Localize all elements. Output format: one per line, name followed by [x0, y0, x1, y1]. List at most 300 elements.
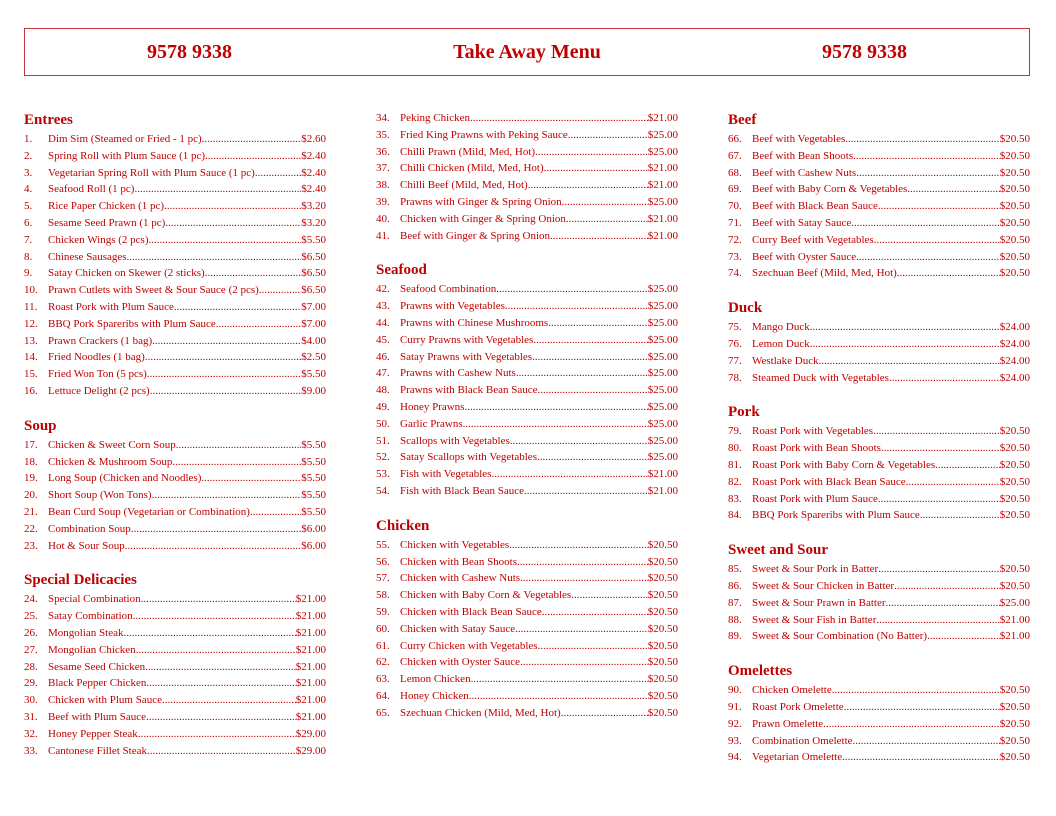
item-name: Chilli Chicken (Mild, Med, Hot)	[400, 162, 544, 175]
item-name: Curry Beef with Vegetables	[752, 233, 874, 246]
dot-leader	[878, 198, 1000, 215]
item-name: Chicken with Vegetables	[400, 538, 510, 551]
item-price: $21.00	[647, 468, 678, 481]
menu-item	[24, 299, 326, 316]
phone-number-left: 9578 9338	[147, 41, 232, 63]
item-price: $20.50	[999, 166, 1030, 179]
item-number: 13.	[24, 334, 38, 347]
item-number: 68.	[728, 166, 742, 179]
item-number: 26.	[24, 626, 38, 639]
item-name: Scallops with Vegetables	[400, 434, 510, 447]
dot-leader	[255, 165, 301, 182]
menu-item	[24, 487, 326, 504]
item-price: $25.00	[647, 333, 678, 346]
menu-item	[376, 315, 678, 332]
dot-leader	[845, 131, 999, 148]
item-number: 86.	[728, 579, 742, 592]
item-name: Combination Soup	[48, 522, 131, 535]
item-price: $20.50	[647, 538, 678, 551]
item-price: $5.50	[301, 489, 326, 502]
menu-item	[728, 507, 1030, 524]
menu-item	[24, 591, 326, 608]
item-price: $21.00	[295, 660, 326, 673]
item-name: Vegetarian Omelette	[752, 751, 843, 764]
menu-section	[728, 298, 1030, 386]
item-number: 41.	[376, 229, 390, 242]
menu-section	[728, 402, 1030, 524]
dot-leader	[165, 215, 301, 232]
item-price: $25.00	[647, 350, 678, 363]
menu-item	[24, 215, 326, 232]
item-price: $20.50	[999, 233, 1030, 246]
item-name: Hot & Sour Soup	[48, 539, 125, 552]
item-name: Lettuce Delight (2 pcs)	[48, 384, 150, 397]
dot-leader	[566, 211, 648, 228]
item-number: 27.	[24, 643, 38, 656]
menu-item	[728, 353, 1030, 370]
item-number: 73.	[728, 250, 742, 263]
menu-item	[728, 457, 1030, 474]
section-title: Soup	[24, 417, 57, 434]
item-price: $20.50	[999, 267, 1030, 280]
menu-item	[728, 148, 1030, 165]
item-name: Roast Pork with Plum Sauce	[48, 300, 174, 313]
item-number: 32.	[24, 727, 38, 740]
item-price: $25.00	[999, 596, 1030, 609]
item-price: $21.00	[647, 229, 678, 242]
item-name: Prawn Crackers (1 bag)	[48, 334, 153, 347]
item-name: Vegetarian Spring Roll with Plum Sauce (1 pc)	[48, 166, 255, 179]
menu-item	[376, 228, 678, 245]
menu-item	[376, 349, 678, 366]
item-name: Beef with Ginger & Spring Onion	[400, 229, 551, 242]
dot-leader	[145, 349, 301, 366]
menu-item	[376, 433, 678, 450]
menu-column-3	[728, 110, 1030, 782]
item-number: 23.	[24, 539, 38, 552]
dot-leader	[832, 682, 1000, 699]
menu-item	[376, 554, 678, 571]
menu-item	[24, 608, 326, 625]
item-name: Rice Paper Chicken (1 pc)	[48, 200, 165, 213]
menu-item	[24, 504, 326, 521]
dot-leader	[517, 554, 648, 571]
item-price: $6.50	[301, 284, 326, 297]
dot-leader	[920, 507, 1000, 524]
item-price: $20.50	[647, 706, 678, 719]
item-name: Seafood Combination	[400, 283, 497, 296]
item-price: $20.50	[999, 133, 1030, 145]
menu-item	[376, 281, 678, 298]
menu-item	[728, 131, 1030, 148]
dot-leader	[216, 316, 302, 333]
item-number: 39.	[376, 195, 390, 208]
item-price: $2.40	[301, 166, 326, 179]
menu-item	[24, 265, 326, 282]
item-number: 78.	[728, 371, 742, 384]
dot-leader	[810, 319, 1000, 336]
dot-leader	[150, 383, 302, 400]
dot-leader	[819, 353, 1000, 370]
item-name: Beef with Bean Shoots	[752, 149, 854, 162]
item-number: 25.	[24, 610, 38, 623]
menu-item	[24, 709, 326, 726]
menu-item	[24, 437, 326, 454]
item-price: $3.20	[301, 216, 326, 229]
item-price: $21.00	[295, 643, 326, 656]
menu-item	[24, 333, 326, 350]
item-price: $29.00	[295, 727, 326, 740]
dot-leader	[138, 726, 296, 743]
item-price: $21.00	[999, 613, 1030, 626]
item-number: 80.	[728, 442, 742, 455]
dot-leader	[542, 604, 648, 621]
dot-leader	[520, 570, 648, 587]
item-name: Spring Roll with Plum Sauce (1 pc)	[48, 149, 206, 162]
item-number: 76.	[728, 337, 742, 350]
item-number: 46.	[376, 350, 390, 363]
item-number: 64.	[376, 689, 390, 702]
dot-leader	[876, 612, 999, 629]
item-price: $2.40	[301, 183, 326, 196]
menu-item	[376, 144, 678, 161]
menu-item	[376, 211, 678, 228]
item-number: 92.	[728, 717, 742, 730]
item-number: 48.	[376, 384, 390, 397]
item-number: 90.	[728, 684, 742, 697]
dot-leader	[496, 281, 648, 298]
dot-leader	[520, 654, 648, 671]
item-number: 82.	[728, 475, 742, 488]
dot-leader	[176, 437, 302, 454]
item-price: $5.50	[301, 505, 326, 518]
dot-leader	[201, 470, 301, 487]
item-name: Chicken with Oyster Sauce	[400, 656, 521, 669]
menu-section	[24, 110, 326, 400]
menu-item	[728, 165, 1030, 182]
menu-section	[728, 661, 1030, 766]
item-number: 55.	[376, 538, 390, 551]
item-name: Peking Chicken	[400, 112, 470, 124]
menu-item	[728, 628, 1030, 645]
dot-leader	[131, 521, 301, 538]
item-number: 36.	[376, 145, 390, 158]
item-price: $20.50	[999, 492, 1030, 505]
item-number: 87.	[728, 596, 742, 609]
item-price: $21.00	[647, 212, 678, 225]
item-number: 79.	[728, 425, 742, 438]
item-number: 61.	[376, 639, 390, 652]
item-price: $25.00	[647, 451, 678, 464]
page-title: Take Away Menu	[453, 41, 601, 63]
item-price: $7.00	[301, 300, 326, 313]
item-price: $20.50	[647, 589, 678, 602]
item-number: 5.	[24, 200, 33, 213]
menu-item	[728, 249, 1030, 266]
menu-section	[728, 110, 1030, 282]
item-number: 62.	[376, 656, 390, 669]
item-number: 29.	[24, 677, 38, 690]
menu-item	[728, 198, 1030, 215]
menu-item	[376, 298, 678, 315]
menu-section	[24, 416, 326, 555]
item-number: 81.	[728, 458, 742, 471]
dot-leader	[532, 349, 648, 366]
menu-item	[24, 349, 326, 366]
dot-leader	[548, 315, 648, 332]
item-number: 45.	[376, 333, 390, 346]
item-name: Prawns with Ginger & Spring Onion	[400, 195, 562, 208]
menu-item	[728, 733, 1030, 750]
dot-leader	[935, 457, 1000, 474]
dot-leader	[524, 483, 648, 500]
menu-item	[376, 194, 678, 211]
item-name: Prawn Omelette	[752, 717, 824, 730]
menu-item	[376, 604, 678, 621]
menu-item	[24, 538, 326, 555]
item-name: Combination Omelette	[752, 734, 853, 747]
dot-leader	[174, 299, 301, 316]
item-price: $20.50	[999, 700, 1030, 713]
menu-item	[24, 470, 326, 487]
menu-item	[24, 659, 326, 676]
item-number: 83.	[728, 492, 742, 505]
item-name: Chicken with Cashew Nuts	[400, 572, 521, 585]
dot-leader	[125, 538, 302, 555]
item-number: 37.	[376, 162, 390, 175]
item-number: 84.	[728, 509, 742, 522]
item-name: Short Soup (Won Tons)	[48, 489, 152, 502]
dot-leader	[146, 675, 295, 692]
dot-leader	[516, 365, 648, 382]
item-name: Mongolian Chicken	[48, 643, 136, 656]
item-price: $20.50	[999, 149, 1030, 162]
item-name: Beef with Oyster Sauce	[752, 250, 857, 263]
menu-item	[24, 148, 326, 165]
menu-item	[376, 332, 678, 349]
menu-item	[24, 198, 326, 215]
dot-leader	[202, 131, 302, 148]
dot-leader	[127, 249, 302, 266]
phone-number-right: 9578 9338	[822, 41, 907, 63]
item-price: $20.50	[999, 183, 1030, 196]
section-title: Pork	[728, 404, 760, 421]
item-price: $20.50	[647, 605, 678, 618]
item-price: $20.50	[999, 250, 1030, 263]
dot-leader	[147, 743, 296, 760]
dot-leader	[535, 144, 648, 161]
menu-item	[728, 370, 1030, 387]
item-price: $5.50	[301, 438, 326, 451]
menu-item	[24, 692, 326, 709]
item-price: $21.00	[295, 593, 326, 606]
dot-leader	[571, 587, 648, 604]
menu-item	[376, 570, 678, 587]
item-price: $20.50	[999, 579, 1030, 592]
item-number: 15.	[24, 368, 38, 381]
item-name: Beef with Satay Sauce	[752, 216, 852, 229]
item-name: Mongolian Steak	[48, 626, 124, 639]
item-name: Szechuan Beef (Mild, Med, Hot)	[752, 267, 897, 280]
item-name: Prawn Cutlets with Sweet & Sour Sauce (2 pcs)	[48, 284, 259, 297]
item-price: $20.50	[999, 425, 1030, 438]
item-number: 65.	[376, 706, 390, 719]
section-title: Beef	[728, 112, 757, 128]
item-name: Sweet & Sour Combination (No Batter)	[752, 630, 928, 643]
menu-item	[376, 449, 678, 466]
item-price: $20.50	[999, 563, 1030, 576]
item-price: $20.50	[999, 200, 1030, 213]
item-price: $21.00	[999, 630, 1030, 643]
item-number: 4.	[24, 183, 33, 196]
dot-leader	[515, 621, 648, 638]
item-number: 91.	[728, 700, 742, 713]
section-title: Duck	[728, 300, 763, 317]
item-number: 20.	[24, 489, 38, 502]
section-title: Sweet and Sour	[728, 542, 829, 559]
item-price: $7.00	[301, 317, 326, 330]
section-title: Omelettes	[728, 663, 793, 680]
item-number: 93.	[728, 734, 742, 747]
dot-leader	[162, 692, 296, 709]
item-name: Fried Won Ton (5 pcs)	[48, 368, 147, 381]
menu-item	[24, 181, 326, 198]
item-name: Honey Chicken	[400, 689, 469, 702]
dot-leader	[537, 449, 648, 466]
dot-leader	[906, 474, 1000, 491]
item-name: Roast Pork Omelette	[752, 700, 844, 713]
dot-leader	[878, 491, 1000, 508]
item-name: Chilli Prawn (Mild, Med, Hot)	[400, 145, 536, 158]
item-number: 85.	[728, 563, 742, 576]
item-price: $2.60	[301, 133, 326, 145]
item-name: Lemon Chicken	[400, 673, 471, 686]
item-price: $24.00	[999, 371, 1030, 384]
item-number: 52.	[376, 451, 390, 464]
item-number: 74.	[728, 267, 742, 280]
item-name: Long Soup (Chicken and Noodles)	[48, 472, 202, 485]
item-price: $6.50	[301, 250, 326, 263]
dot-leader	[544, 160, 648, 177]
item-number: 18.	[24, 455, 38, 468]
item-name: Satay Scallops with Vegetables	[400, 451, 537, 464]
item-name: Sweet & Sour Pork in Batter	[752, 563, 879, 576]
item-number: 34.	[376, 112, 390, 124]
section-title: Chicken	[376, 517, 430, 534]
dot-leader	[152, 487, 302, 504]
item-name: Chicken with Plum Sauce	[48, 694, 162, 707]
item-name: Chicken with Baby Corn & Vegetables	[400, 589, 572, 602]
menu-item	[376, 671, 678, 688]
item-number: 47.	[376, 367, 390, 380]
dot-leader	[141, 591, 296, 608]
menu-item	[376, 399, 678, 416]
dot-leader	[853, 148, 1000, 165]
dot-leader	[145, 659, 296, 676]
item-name: Garlic Prawns	[400, 417, 463, 430]
menu-item	[728, 561, 1030, 578]
item-number: 44.	[376, 316, 390, 329]
item-name: Fried Noodles (1 bag)	[48, 351, 145, 364]
item-number: 88.	[728, 613, 742, 626]
item-price: $20.50	[999, 684, 1030, 697]
dot-leader	[844, 699, 1000, 716]
dot-leader	[469, 688, 648, 705]
item-name: Roast Pork with Plum Sauce	[752, 492, 878, 505]
item-price: $5.50	[301, 472, 326, 485]
item-name: Special Combination	[48, 593, 141, 606]
item-number: 54.	[376, 484, 390, 497]
item-name: Sweet & Sour Prawn in Batter	[752, 596, 886, 609]
dot-leader	[823, 716, 1000, 733]
item-number: 1.	[24, 133, 33, 145]
dot-leader	[538, 638, 648, 655]
dot-leader	[851, 215, 999, 232]
item-name: Beef with Vegetables	[752, 133, 846, 145]
menu-item	[728, 474, 1030, 491]
item-name: Curry Prawns with Vegetables	[400, 333, 534, 346]
item-number: 10.	[24, 284, 38, 297]
item-price: $21.00	[647, 162, 678, 175]
item-number: 71.	[728, 216, 742, 229]
dot-leader	[562, 194, 648, 211]
item-price: $3.20	[301, 200, 326, 213]
dot-leader	[146, 709, 296, 726]
menu-item	[728, 215, 1030, 232]
item-name: Sesame Seed Prawn (1 pc)	[48, 216, 166, 229]
item-name: Cantonese Fillet Steak	[48, 744, 147, 757]
item-price: $20.50	[999, 216, 1030, 229]
item-price: $20.50	[999, 442, 1030, 455]
item-number: 14.	[24, 351, 38, 364]
item-name: Prawns with Chinese Mushrooms	[400, 316, 549, 329]
item-name: Sweet & Sour Fish in Batter	[752, 613, 877, 626]
item-name: Honey Prawns	[400, 400, 465, 413]
menu-item	[24, 366, 326, 383]
menu-column-1	[24, 110, 326, 775]
menu-item	[376, 483, 678, 500]
menu-item	[728, 682, 1030, 699]
item-number: 24.	[24, 593, 38, 606]
item-name: Chicken with Satay Sauce	[400, 622, 516, 635]
menu-item	[376, 466, 678, 483]
menu-item	[24, 232, 326, 249]
item-name: Roast Pork with Vegetables	[752, 425, 874, 438]
item-name: Chicken with Bean Shoots	[400, 555, 518, 568]
item-name: Roast Pork with Black Bean Sauce	[752, 475, 906, 488]
item-price: $25.00	[647, 384, 678, 397]
item-number: 89.	[728, 630, 742, 643]
dot-leader	[510, 433, 648, 450]
item-price: $2.50	[301, 351, 326, 364]
item-number: 72.	[728, 233, 742, 246]
dot-leader	[842, 749, 1000, 766]
item-number: 31.	[24, 710, 38, 723]
item-number: 50.	[376, 417, 390, 430]
item-name: Beef with Baby Corn & Vegetables	[752, 183, 908, 196]
item-name: Chicken Omelette	[752, 684, 832, 697]
item-number: 66.	[728, 133, 742, 145]
dot-leader	[133, 608, 296, 625]
item-price: $5.50	[301, 455, 326, 468]
item-number: 9.	[24, 267, 33, 280]
menu-item	[376, 160, 678, 177]
item-price: $21.00	[295, 677, 326, 690]
dot-leader	[881, 440, 1000, 457]
dot-leader	[528, 177, 648, 194]
dot-leader	[561, 705, 648, 722]
item-price: $29.00	[295, 744, 326, 757]
